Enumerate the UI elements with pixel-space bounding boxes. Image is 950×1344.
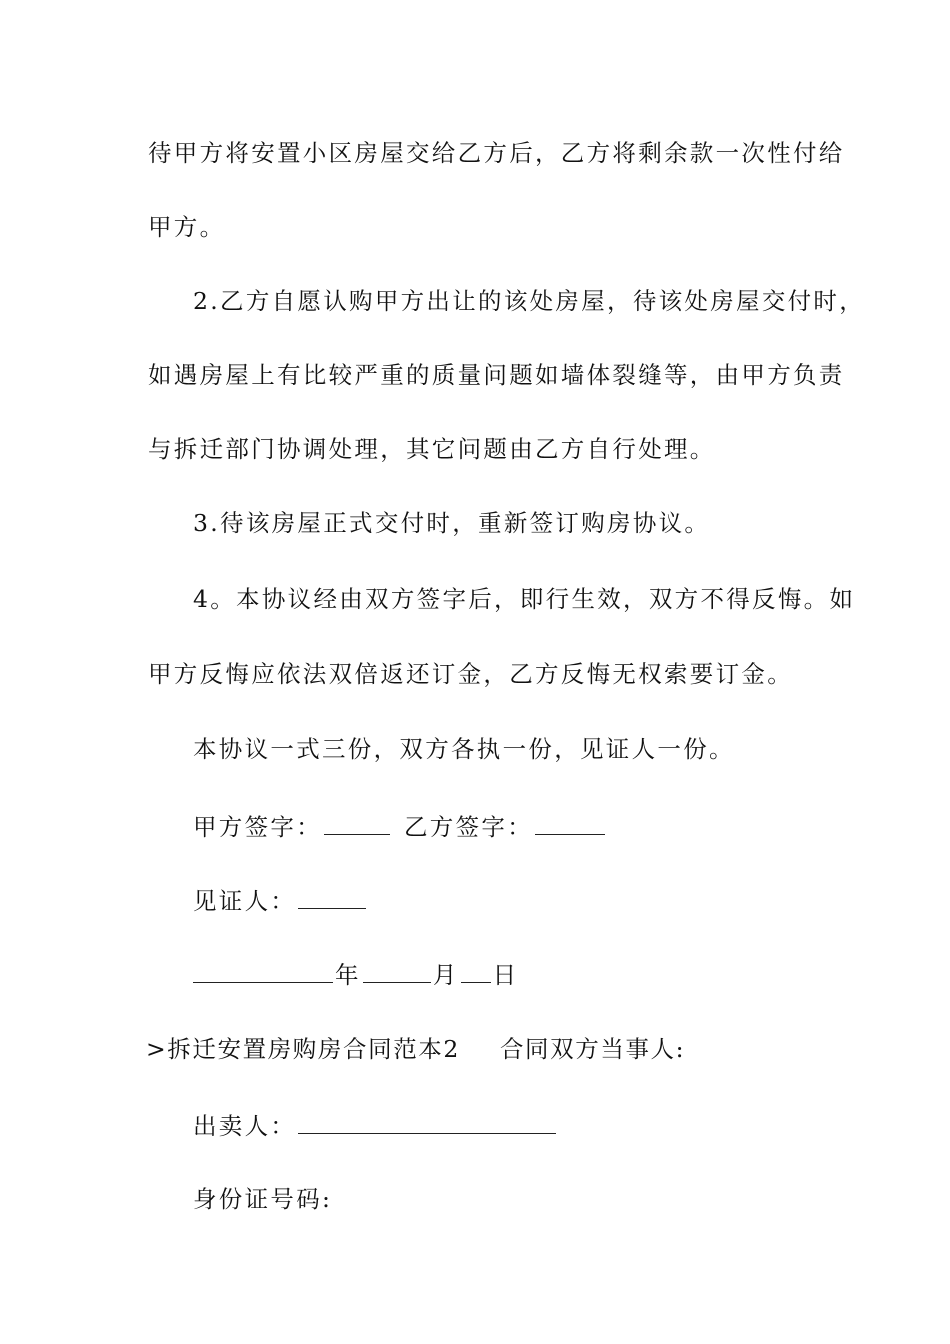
id-number-line: 身份证号码: [193,1185,333,1213]
paragraph-line: 待甲方将安置小区房屋交给乙方后，乙方将剩余款一次性付给 [148,139,845,167]
day-label: 日 [492,961,519,989]
seller-line [193,1109,558,1141]
paragraph-line: 如遇房屋上有比较严重的质量问题如墙体裂缝等，由甲方负责 [148,361,845,389]
party-a-signature-label: 甲方签字： [193,813,322,841]
year-blank [193,958,333,983]
paragraph-line: 甲方反悔应依法双倍返还订金，乙方反悔无权索要订金。 [148,660,793,688]
witness-signature-label: 见证人： [193,887,297,915]
year-label: 年 [335,961,361,989]
paragraph-line: 本协议一式三份，双方各执一份，见证人一份。 [193,735,735,763]
section-heading-line [146,1034,685,1064]
day-blank [461,958,491,983]
paragraph-line: 3.待该房屋正式交付时，重新签订购房协议。 [193,509,711,537]
party-b-signature-label: 乙方签字： [404,813,533,841]
month-blank [363,958,431,983]
section-subtitle: 合同双方当事人: [499,1035,686,1063]
seller-label: 出卖人： [193,1112,297,1140]
date-line [193,958,518,990]
witness-signature-blank [298,884,366,909]
paragraph-line: 甲方。 [148,213,226,241]
month-label: 月 [432,961,459,989]
seller-blank [298,1109,556,1134]
paragraph-line: 4。本协议经由双方签字后，即行生效，双方不得反悔。如 [193,585,856,613]
party-a-signature-blank [324,810,390,835]
signature-line-parties [193,810,607,842]
section-title: >拆迁安置房购房合同范本2 [146,1035,460,1063]
paragraph-line: 2.乙方自愿认购甲方出让的该处房屋，待该处房屋交付时， [193,287,866,315]
signature-line-witness [193,884,368,916]
paragraph-line: 与拆迁部门协调处理，其它问题由乙方自行处理。 [148,435,716,463]
party-b-signature-blank [535,810,605,835]
